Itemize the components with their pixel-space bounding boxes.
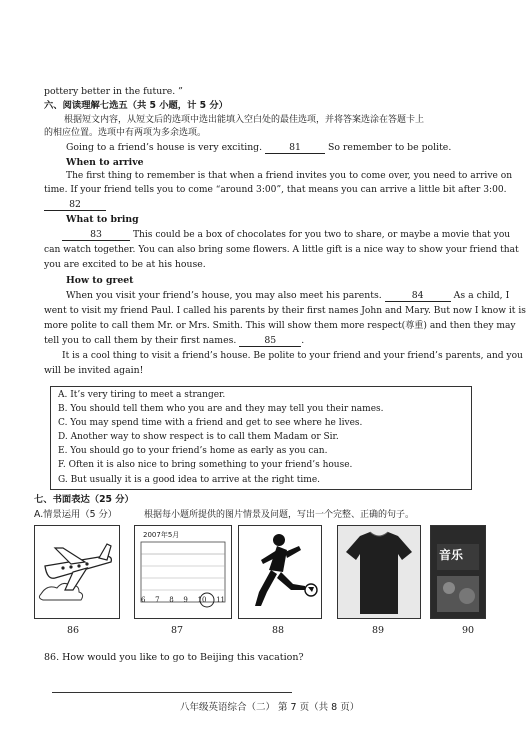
paragraph-3-line-2: can watch together. You can also bring some flowers. A little gift is a nice way to show your friend that xyxy=(44,245,519,255)
airplane-drawing xyxy=(35,526,119,618)
calendar-day: 11 xyxy=(216,596,225,604)
heading-what-to-bring: What to bring xyxy=(66,214,139,225)
calendar-drawing xyxy=(135,526,231,618)
option-c: C. You may spend time with a friend and get to see where he lives. xyxy=(58,418,363,428)
paragraph-1-text-a: Going to a friend’s house is very exciting. xyxy=(66,142,263,153)
paragraph-3-text: This could be a box of chocolates for you two to share, or maybe a movie that you xyxy=(132,230,511,240)
paragraph-2-line-3 xyxy=(44,199,106,211)
calendar-day: 6 xyxy=(141,596,146,604)
answer-line xyxy=(52,692,292,693)
calendar-header: 2007年5月 xyxy=(143,531,180,539)
paragraph-4-text-b: As a child, I xyxy=(453,290,510,301)
blank-82: 82 xyxy=(44,199,106,211)
blank-85: 85 xyxy=(239,335,301,347)
paragraph-5-line-1: It is a cool thing to visit a friend’s house. Be polite to your friend and your friend’s parents, and you xyxy=(62,351,523,361)
section7-sub-a-instruction: 根据每小题所提供的图片情景及问题，写出一个完整、正确的句子。 xyxy=(144,510,415,520)
blank-81: 81 xyxy=(265,142,325,154)
paragraph-5-line-2: will be invited again! xyxy=(44,365,144,376)
blank-84: 84 xyxy=(385,290,451,302)
top-line: pottery better in the future. ” xyxy=(44,86,183,97)
section7-heading: 七、书面表达（25 分） xyxy=(34,494,134,505)
question-86: 86. How would you like to go to Beijing this vacation? xyxy=(44,652,304,663)
paragraph-4-line-2: went to visit my friend Paul. I called his parents by their first names John and Mary. But now I know it is xyxy=(44,306,526,316)
section6-instruction-1: 根据短文内容，从短文后的选项中选出能填入空白处的最佳选项，并将答案选涂在答题卡上 xyxy=(64,115,425,125)
option-d: D. Another way to show respect is to call them Madam or Sir. xyxy=(58,432,339,442)
paragraph-4-text-c: tell you to call them by their first names. xyxy=(44,335,237,346)
heading-how-to-greet: How to greet xyxy=(66,275,134,286)
soccer-player-drawing xyxy=(239,526,321,618)
picture-calendar xyxy=(134,525,232,619)
paragraph-3-line-1 xyxy=(62,229,510,241)
picture-airplane xyxy=(34,525,120,619)
picture-number-87: 87 xyxy=(171,625,184,636)
paragraph-4-text-a: When you visit your friend’s house, you may also meet his parents. xyxy=(66,290,382,301)
calendar-days xyxy=(141,596,225,604)
book-title: 音乐 xyxy=(439,548,464,562)
picture-t-shirt xyxy=(337,525,421,619)
blank-83: 83 xyxy=(62,229,130,241)
page-footer: 八年级英语综合（二） 第 7 页（共 8 页） xyxy=(180,702,360,713)
section6-instruction-2: 的相应位置。选项中有两项为多余选项。 xyxy=(44,128,207,138)
paragraph-4-line-3: more polite to call them Mr. or Mrs. Smith. This will show them more respect(尊重) and then they may xyxy=(44,321,516,331)
picture-number-90: 90 xyxy=(462,625,475,636)
paragraph-3-line-3: you are excited to be at his house. xyxy=(44,259,206,270)
options-box xyxy=(50,386,472,490)
option-b: B. You should tell them who you are and they may tell you their names. xyxy=(58,404,384,414)
section6-heading: 六、阅读理解七选五（共 5 小题，计 5 分） xyxy=(44,100,228,111)
heading-when-to-arrive: When to arrive xyxy=(66,157,144,168)
option-f: F. Often it is also nice to bring something to your friend’s house. xyxy=(58,460,353,470)
music-book-drawing xyxy=(431,526,485,618)
option-e: E. You should go to your friend’s home as early as you can. xyxy=(58,446,328,456)
t-shirt-drawing xyxy=(338,526,420,618)
paragraph-1 xyxy=(66,142,451,154)
picture-number-86: 86 xyxy=(67,625,80,636)
picture-number-88: 88 xyxy=(272,625,285,636)
calendar-day: 8 xyxy=(169,596,174,604)
picture-soccer-player xyxy=(238,525,322,619)
paragraph-4-line-1 xyxy=(66,290,509,302)
picture-music-book xyxy=(430,525,486,619)
calendar-day: 9 xyxy=(183,596,188,604)
paragraph-4-line-4: tell you to call them by their first names. 85 . xyxy=(44,335,305,346)
paragraph-1-text-b: So remember to be polite. xyxy=(328,142,452,153)
calendar-day: 10 xyxy=(197,596,207,604)
option-g: G. But usually it is a good idea to arrive at the right time. xyxy=(58,475,321,485)
option-a: A. It’s very tiring to meet a stranger. xyxy=(58,390,226,400)
paragraph-2-line-1: The first thing to remember is that when a friend invites you to come over, you need to arrive on xyxy=(66,171,513,181)
calendar-day: 7 xyxy=(155,596,160,604)
paragraph-2-line-2: time. If your friend tells you to come “around 3:00”, that means you can arrive a little bit after 3:00. xyxy=(44,185,507,195)
picture-number-89: 89 xyxy=(372,625,385,636)
section7-sub-a: A.情景运用（5 分） xyxy=(34,509,118,520)
